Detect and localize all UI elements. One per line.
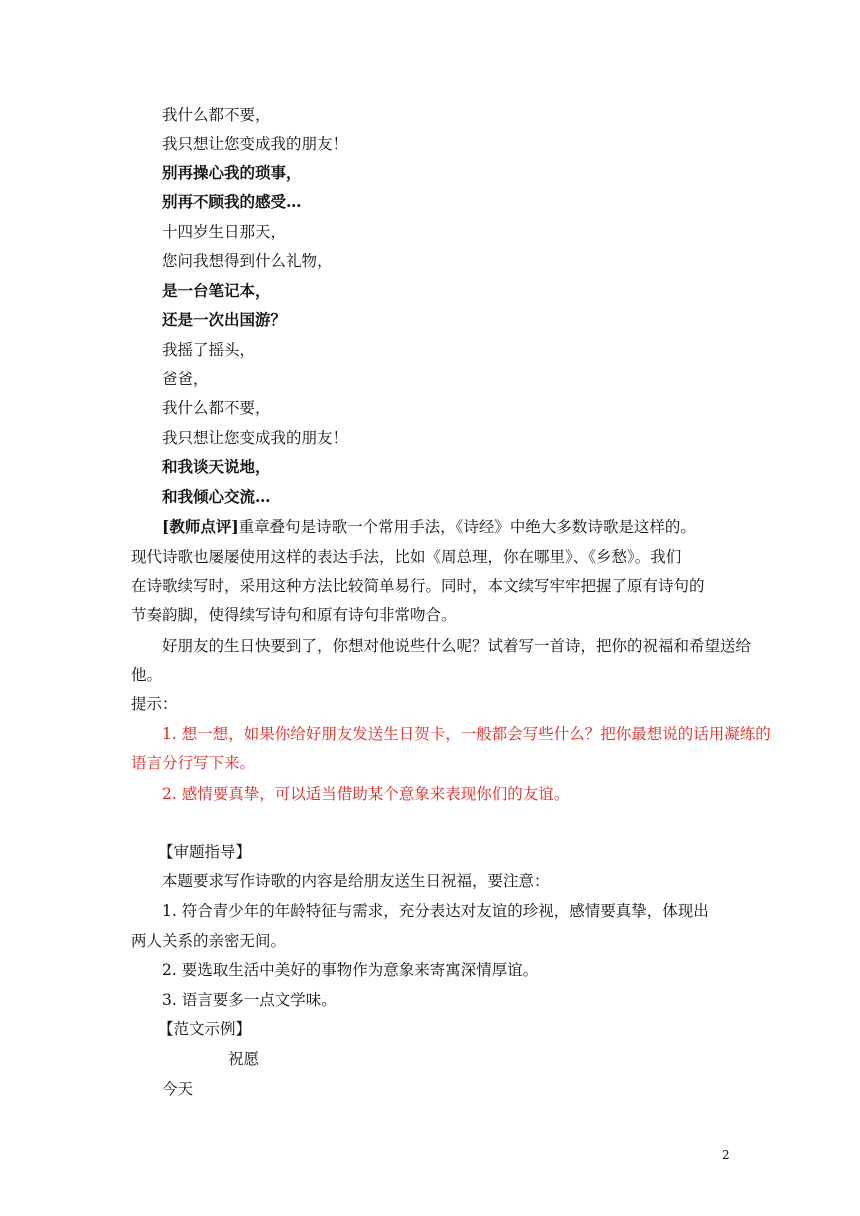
teacher-comment-line: 现代诗歌也屡屡使用这样的表达手法，比如《周总理，你在哪里》、《乡愁》。我们: [131, 548, 682, 566]
poem-line: 您问我想得到什么礼物，: [162, 252, 333, 270]
hint-label: 提示：: [131, 695, 178, 713]
sample-title: 祝愿: [228, 1050, 260, 1068]
task-line: 他。: [131, 666, 163, 684]
guide-item: 两人关系的亲密无间。: [131, 932, 287, 950]
hint-item: 2. 感情要真挚，可以适当借助某个意象来表现你们的友谊。: [162, 785, 570, 803]
sample-heading: 【范文示例】: [158, 1020, 252, 1038]
teacher-comment-line: [162, 517, 696, 537]
guide-item: 1. 符合青少年的年龄特征与需求，充分表达对友谊的珍视，感情要真挚，体现出: [162, 902, 709, 920]
sample-first-line: 今天: [162, 1080, 194, 1098]
teacher-comment-line: 节奏韵脚，使得续写诗句和原有诗句非常吻合。: [131, 606, 457, 624]
guide-intro: 本题要求写作诗歌的内容是给朋友送生日祝福，要注意：: [162, 872, 550, 890]
task-line: 好朋友的生日快要到了，你想对他说些什么呢？试着写一首诗，把你的祝福和希望送给: [162, 637, 752, 655]
poem-line: 我摇了摇头，: [162, 341, 256, 359]
poem-line: 我什么都不要，: [162, 106, 271, 124]
poem-line: 和我谈天说地，: [162, 457, 271, 476]
hint-item: 1. 想一想，如果你给好朋友发送生日贺卡，一般都会写些什么？把你最想说的话用凝练的: [162, 725, 771, 743]
poem-line: 是一台笔记本，: [162, 281, 271, 300]
page-number: 2: [722, 1148, 730, 1162]
guide-item: 3. 语言要多一点文学味。: [162, 991, 337, 1009]
teacher-comment-label: [教师点评]: [162, 517, 239, 536]
guide-item: 2. 要选取生活中美好的事物作为意象来寄寓深情厚谊。: [162, 961, 539, 979]
teacher-comment-text: 重章叠句是诗歌一个常用手法，《诗经》中绝大多数诗歌是这样的。: [238, 518, 696, 536]
poem-line: 我什么都不要，: [162, 399, 271, 417]
teacher-comment-line: 在诗歌续写时，采用这种方法比较简单易行。同时，本文续写牢牢把握了原有诗句的: [131, 577, 705, 595]
poem-line: 我只想让您变成我的朋友！: [162, 429, 349, 447]
poem-line: 我只想让您变成我的朋友！: [162, 135, 349, 153]
poem-line: 十四岁生日那天，: [162, 223, 287, 241]
poem-line: 别再操心我的琐事，: [162, 163, 302, 182]
poem-line: 和我倾心交流…: [162, 487, 271, 506]
guide-heading: 【审题指导】: [158, 843, 252, 861]
poem-line: 还是一次出国游？: [162, 310, 287, 329]
poem-line: 别再不顾我的感受…: [162, 192, 302, 211]
poem-line: 爸爸，: [162, 370, 209, 388]
hint-item: 语言分行写下来。: [131, 754, 256, 772]
